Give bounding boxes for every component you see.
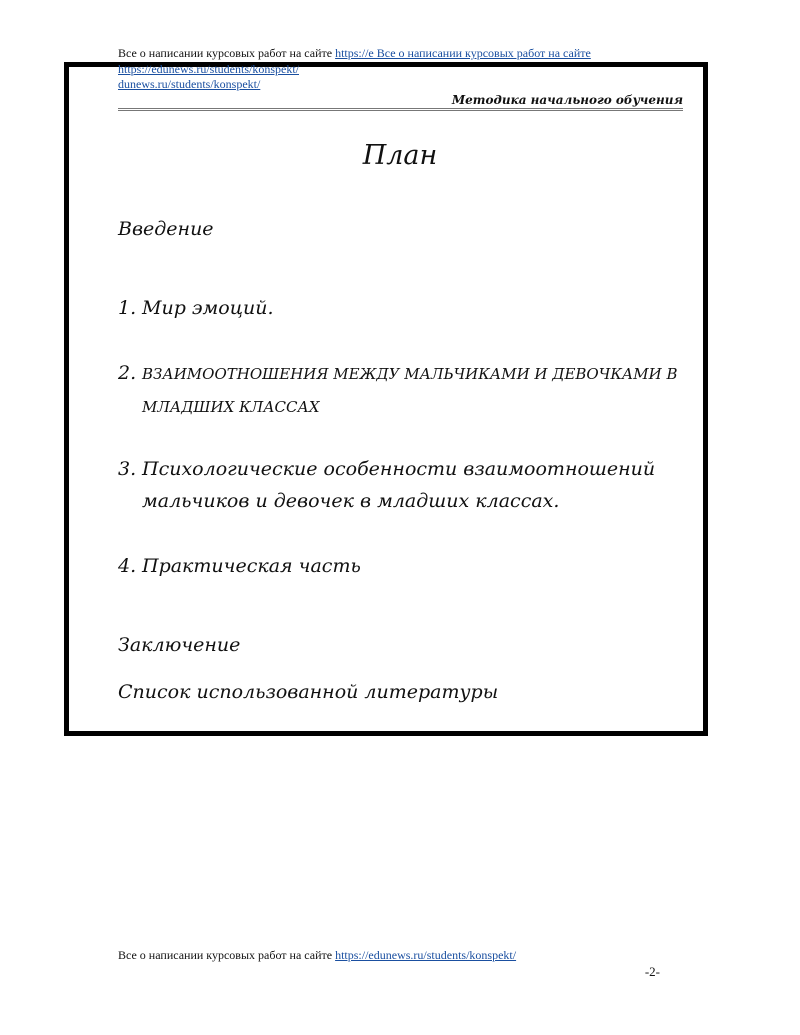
plan-item-4-number: 4. [118, 555, 137, 577]
header-link-1[interactable]: https://e Все о написании курсовых работ на сайте [335, 46, 591, 60]
plan-item-1-number: 1. [118, 297, 137, 319]
plan-item-3-number: 3. [118, 458, 137, 480]
header-rule-second [118, 110, 683, 111]
header-link-2[interactable]: https://edunews.ru/students/konspekt/ [118, 62, 299, 76]
header-rule [118, 108, 683, 109]
header-line-1 [118, 47, 678, 60]
header-link-3[interactable]: dunews.ru/students/konspekt/ [118, 77, 261, 91]
plan-bibliography: Список использованной литературы [118, 681, 499, 703]
plan-intro: Введение [118, 218, 214, 240]
plan-item-2-text-line1: ВЗАИМООТНОШЕНИЯ МЕЖДУ МАЛЬЧИКАМИ И ДЕВОЧКАМИ В [142, 365, 678, 383]
header-line-2 [118, 63, 678, 76]
page-title: План [362, 140, 438, 171]
plan-item-3-text-line1: Психологические особенности взаимоотношений [142, 458, 656, 480]
footer-link[interactable]: https://edunews.ru/students/konspekt/ [335, 948, 517, 962]
plan-item-4-text: Практическая часть [142, 555, 361, 577]
header-text: Все о написании курсовых работ на сайте [118, 46, 336, 60]
plan-item-2-number: 2. [118, 362, 137, 384]
page-number: -2- [644, 964, 660, 979]
plan-item-2-text-line2: МЛАДШИХ КЛАССАХ [142, 398, 320, 416]
subject-title: Методика начального обучения [451, 93, 683, 107]
footer-text: Все о написании курсовых работ на сайте [118, 948, 336, 962]
header-line-3 [118, 78, 678, 91]
plan-item-1-text: Мир эмоций. [142, 297, 274, 319]
plan-conclusion: Заключение [118, 634, 241, 656]
footer-line [118, 948, 516, 963]
plan-item-3-text-line2: мальчиков и девочек в младших классах. [142, 490, 560, 512]
